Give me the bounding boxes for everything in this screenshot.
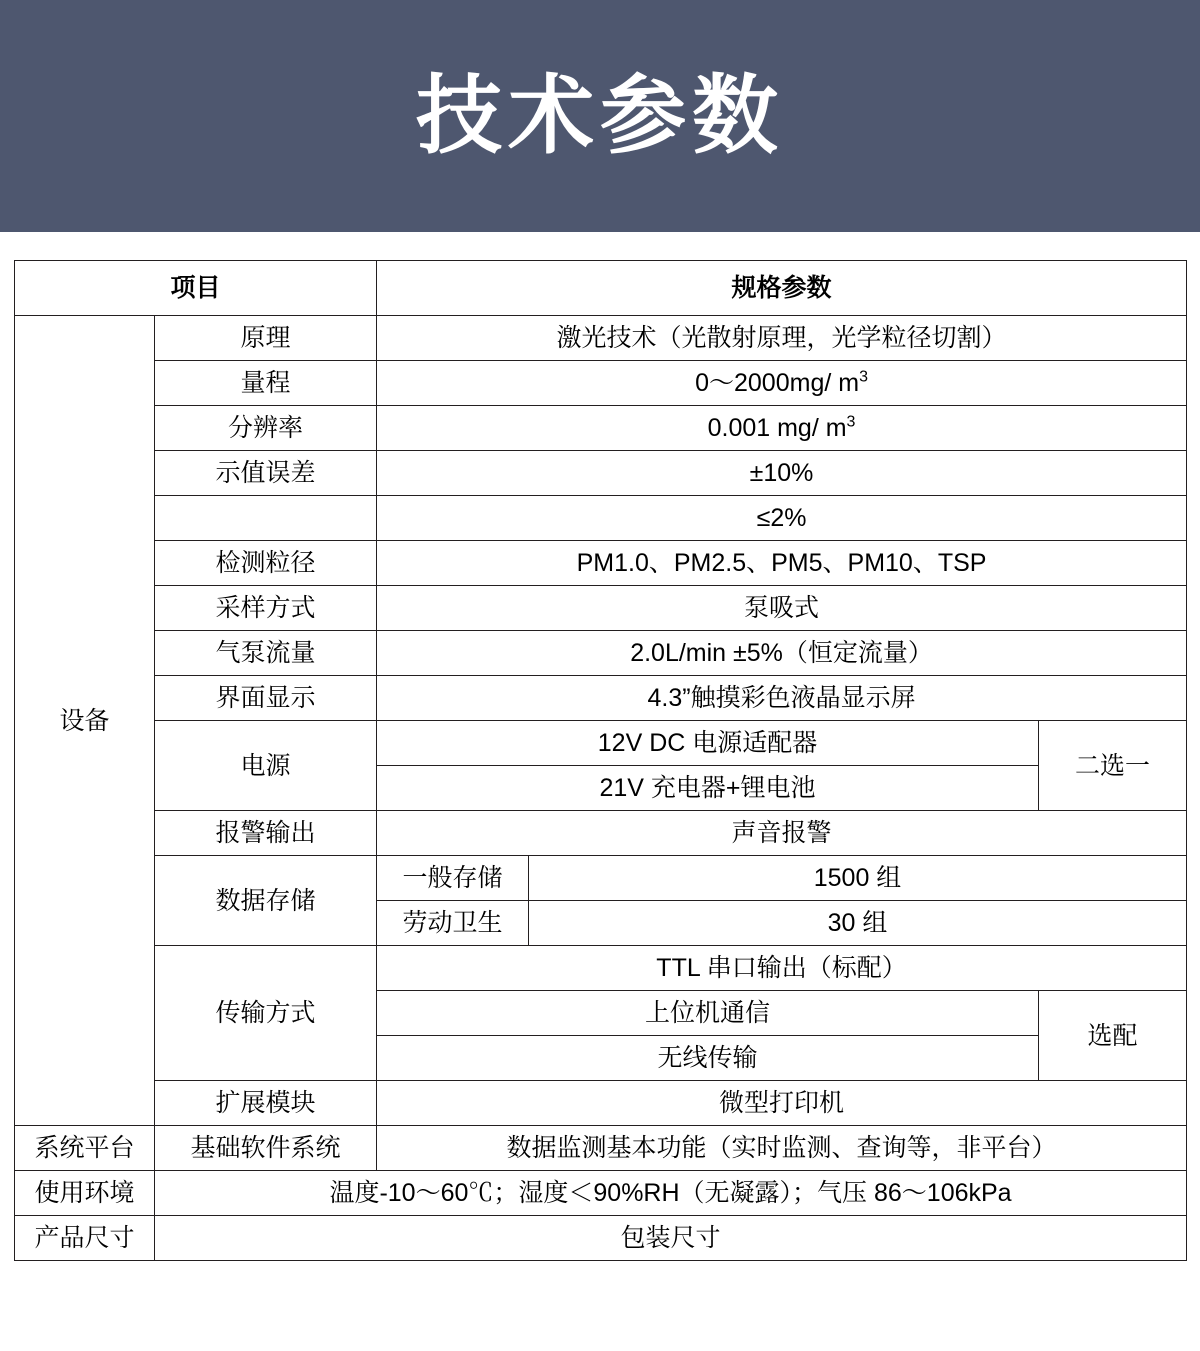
row-label-expansion: 扩展模块 [155, 1081, 377, 1126]
row-label-display: 界面显示 [155, 676, 377, 721]
table-row [15, 1216, 1187, 1261]
table-header-row [15, 261, 1187, 316]
category-device: 设备 [15, 316, 155, 1126]
row-value-power-adapter: 12V DC 电源适配器 [377, 721, 1039, 766]
row-value-particle-size: PM1.0、PM2.5、PM5、PM10、TSP [377, 541, 1187, 586]
header-item: 项目 [15, 261, 377, 316]
row-value-error: ±10% [377, 451, 1187, 496]
row-value-power-battery: 21V 充电器+锂电池 [377, 766, 1039, 811]
table-row [15, 721, 1187, 766]
row-label-sampling: 采样方式 [155, 586, 377, 631]
table-row [15, 1126, 1187, 1171]
row-label-alarm: 报警输出 [155, 811, 377, 856]
row-label-resolution: 分辨率 [155, 406, 377, 451]
row-value-repeatability: ≤2% [377, 496, 1187, 541]
row-label-principle: 原理 [155, 316, 377, 361]
row-value-resolution [377, 406, 1187, 451]
row-value-storage-hygiene: 30 组 [529, 901, 1187, 946]
row-note-power: 二选一 [1039, 721, 1187, 811]
table-row [15, 1171, 1187, 1216]
row-sublabel-storage-general: 一般存储 [377, 856, 529, 901]
row-note-transmission: 选配 [1039, 991, 1187, 1081]
range-value-text: 0～2000mg/ m [695, 369, 860, 397]
table-row [15, 631, 1187, 676]
table-row [15, 496, 1187, 541]
table-row [15, 676, 1187, 721]
row-value-alarm: 声音报警 [377, 811, 1187, 856]
row-value-display: 4.3”触摸彩色液晶显示屏 [377, 676, 1187, 721]
category-environment: 使用环境 [15, 1171, 155, 1216]
row-value-sampling: 泵吸式 [377, 586, 1187, 631]
page-title: 技术参数 [416, 68, 784, 164]
row-label-error: 示值误差 [155, 451, 377, 496]
table-row [15, 316, 1187, 361]
spec-table-container [0, 232, 1200, 1261]
table-row [15, 856, 1187, 901]
table-row [15, 811, 1187, 856]
row-label-particle-size: 检测粒径 [155, 541, 377, 586]
table-row [15, 406, 1187, 451]
row-value-dimension: 包装尺寸 [155, 1216, 1187, 1261]
table-row [15, 541, 1187, 586]
row-value-transmission-wireless: 无线传输 [377, 1036, 1039, 1081]
category-dimension: 产品尺寸 [15, 1216, 155, 1261]
row-label-power: 电源 [155, 721, 377, 811]
row-value-transmission-host: 上位机通信 [377, 991, 1039, 1036]
row-value-environment: 温度-10～60℃；湿度＜90%RH（无凝露）；气压 86～106kPa [155, 1171, 1187, 1216]
row-value-software: 数据监测基本功能（实时监测、查询等，非平台） [377, 1126, 1187, 1171]
resolution-value-text: 0.001 mg/ m [707, 414, 847, 442]
resolution-value-exponent: 3 [846, 413, 856, 431]
row-label-transmission: 传输方式 [155, 946, 377, 1081]
row-value-range [377, 361, 1187, 406]
row-value-principle: 激光技术（光散射原理，光学粒径切割） [377, 316, 1187, 361]
category-platform: 系统平台 [15, 1126, 155, 1171]
table-row [15, 451, 1187, 496]
range-value-exponent: 3 [859, 368, 868, 386]
row-label-range: 量程 [155, 361, 377, 406]
row-label-blank [155, 496, 377, 541]
row-sublabel-storage-hygiene: 劳动卫生 [377, 901, 529, 946]
page-banner [0, 0, 1200, 232]
row-label-storage: 数据存储 [155, 856, 377, 946]
row-value-transmission-ttl: TTL 串口输出（标配） [377, 946, 1187, 991]
row-value-expansion: 微型打印机 [377, 1081, 1187, 1126]
specification-table [14, 260, 1187, 1261]
table-row [15, 1081, 1187, 1126]
row-label-flow: 气泵流量 [155, 631, 377, 676]
row-value-flow: 2.0L/min ±5%（恒定流量） [377, 631, 1187, 676]
row-label-software: 基础软件系统 [155, 1126, 377, 1171]
table-row [15, 946, 1187, 991]
header-spec: 规格参数 [377, 261, 1187, 316]
table-row [15, 361, 1187, 406]
row-value-storage-general: 1500 组 [529, 856, 1187, 901]
table-row [15, 586, 1187, 631]
